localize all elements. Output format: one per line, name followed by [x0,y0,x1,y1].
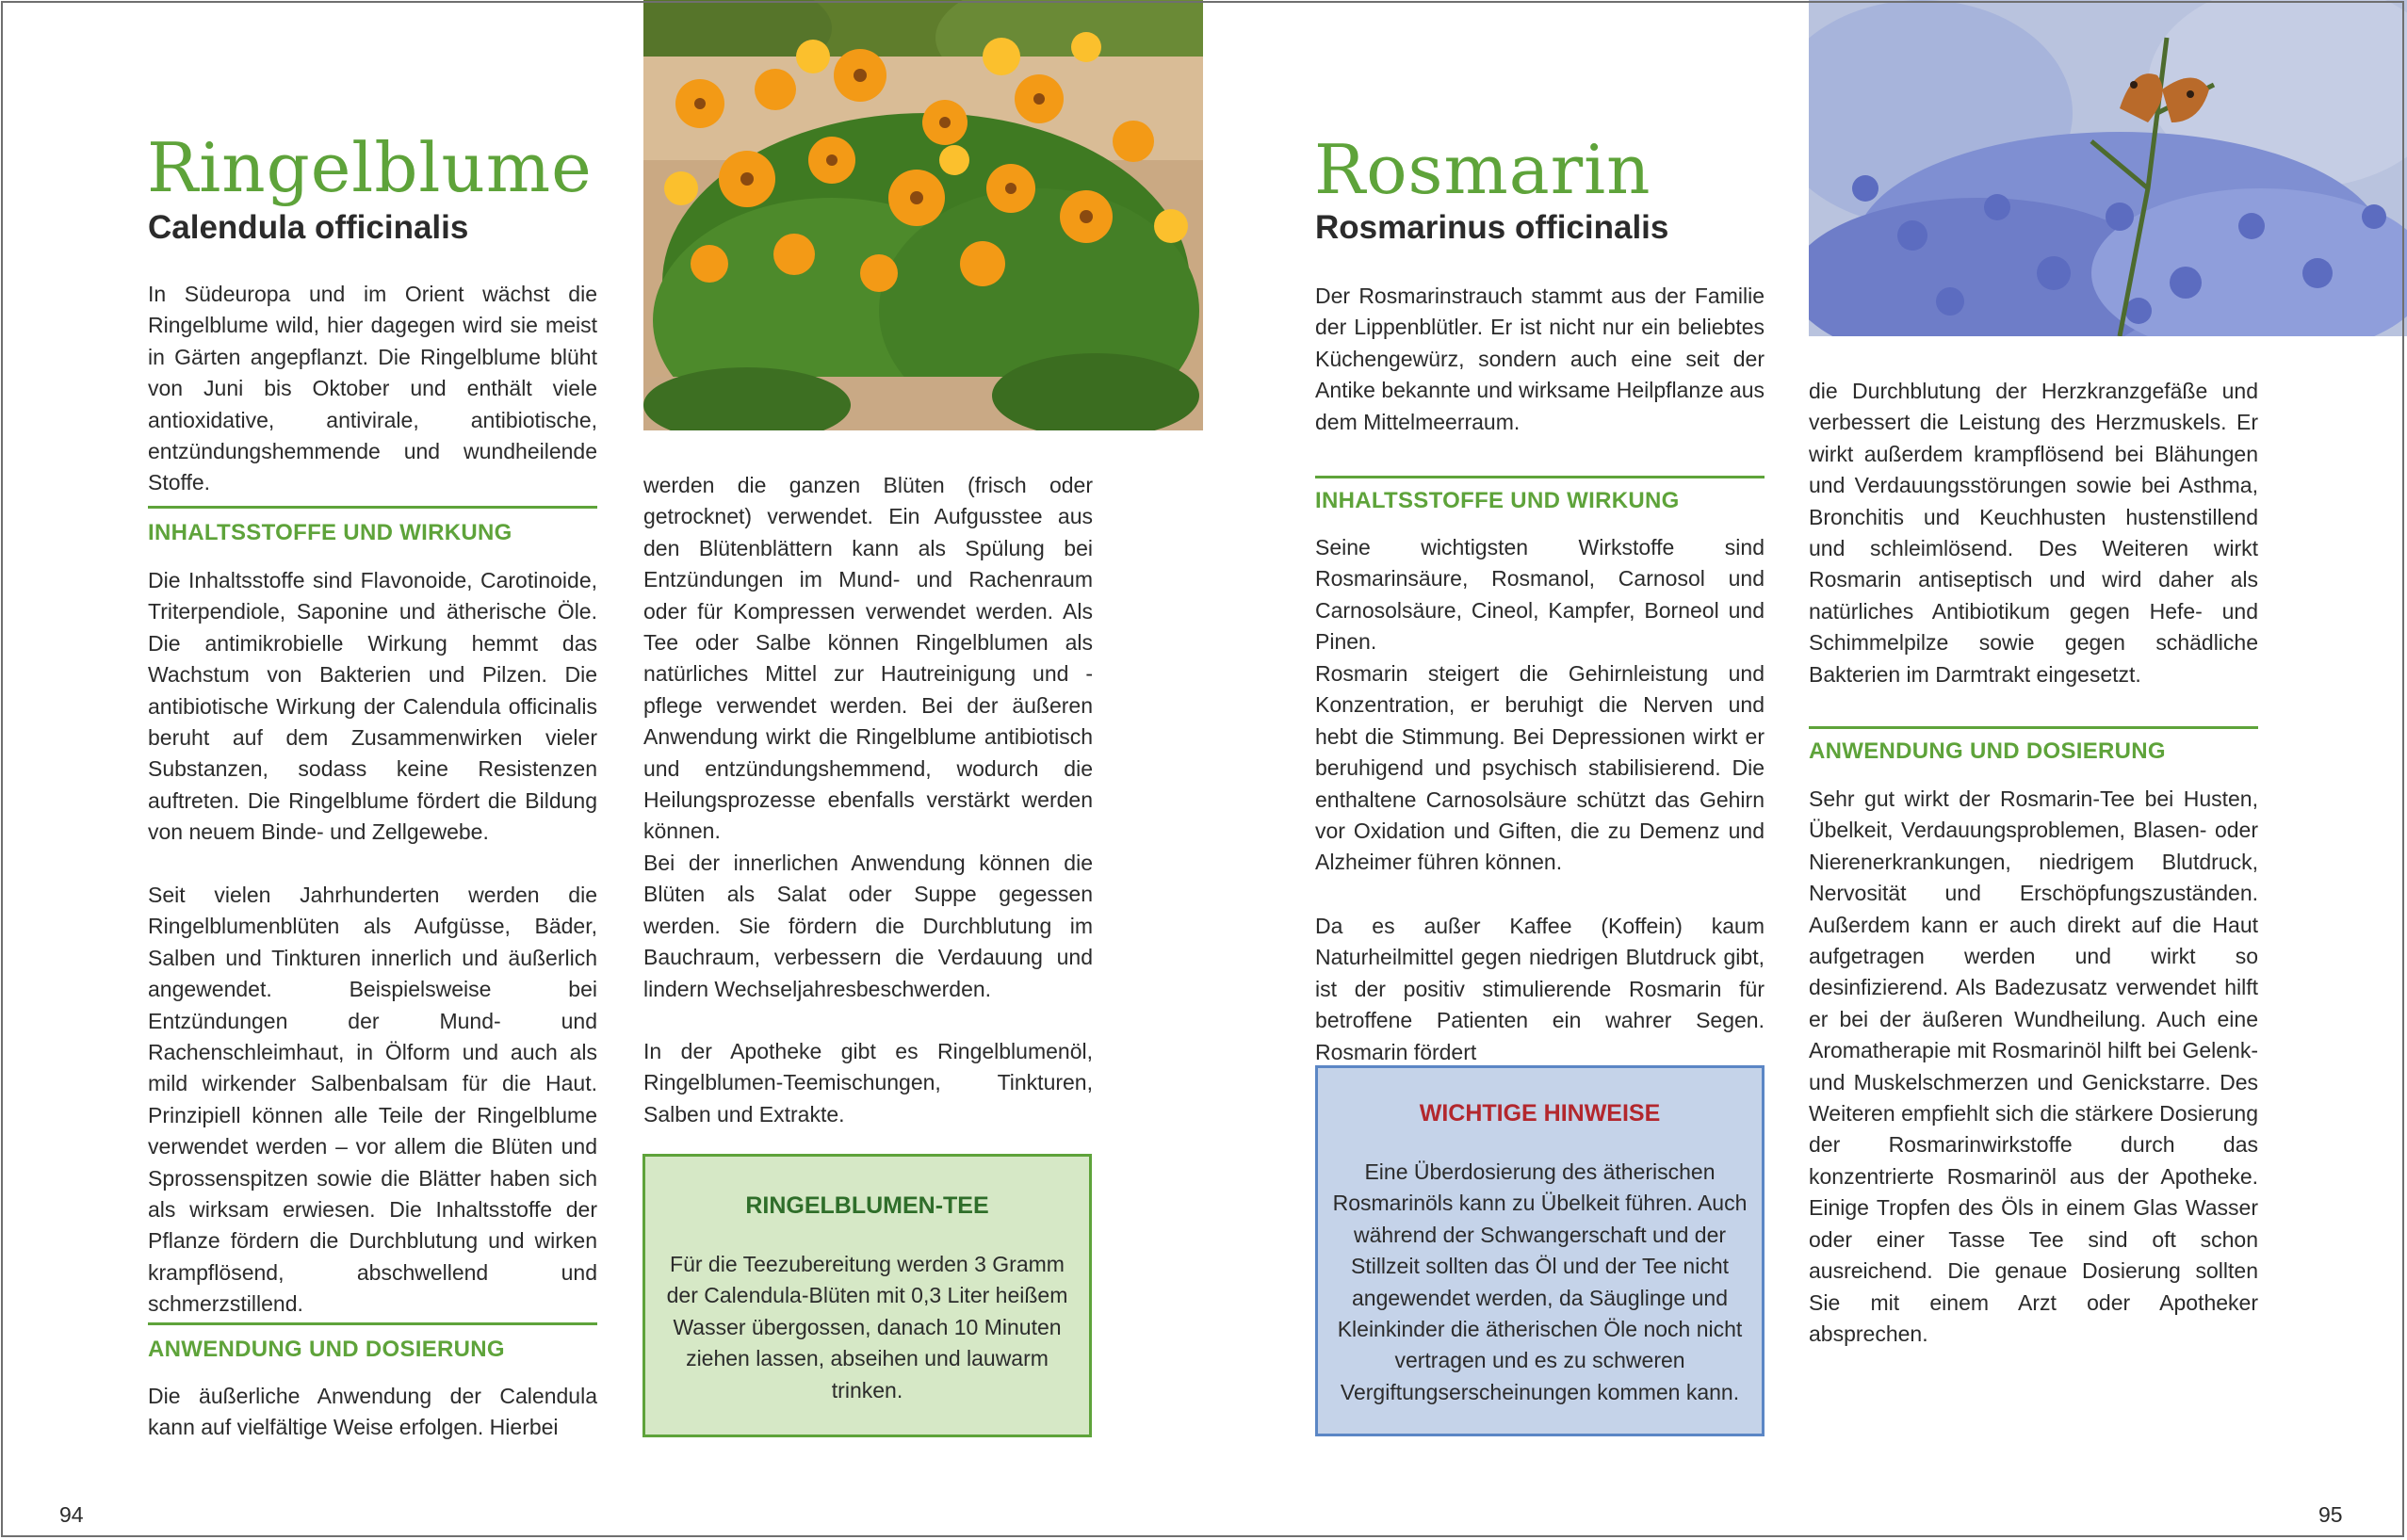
body-paragraph: Seine wichtigsten Wirkstoffe sind Rosmarinsäure, Rosmanol, Carnosol und Carnosolsäure, Cineol, Kampfer, Borneol und Pinen. [1315,535,1765,655]
page-number-right: 95 [2318,1502,2343,1527]
tea-box-text: Für die Teezubereitung werden 3 Gramm der Calendula-Blüten mit 0,3 Liter heißem Wasser übergossen, danach 10 Minuten ziehen lassen, abseihen und lauwarm trinken. [666,1252,1068,1402]
intro-paragraph: Der Rosmarinstrauch stammt aus der Familie der Lippenblütler. Er ist nicht nur ein beliebtes Küchengewürz, sondern auch eine seit der Antike bekannte und wirksame Heilpflanze aus dem Mittelmeerraum. [1315,284,1765,434]
body-paragraph: In der Apotheke gibt es Ringelblumenöl, Ringelblumen-Teemischungen, Tinkturen, Salben und Extrakte. [643,1039,1093,1127]
latin-name-rosmarinus: Rosmarinus officinalis [1315,209,1669,246]
body-paragraph: Die Inhaltsstoffe sind Flavonoide, Carotinoide, Triterpendiole, Saponine und ätherische Öle. Die antimikrobielle Wirkung hemmt das Wachstum von Bakterien und Pilzen. Die antibiotische Wirkung der Calendula officinalis beruht auf dem Zusammenwirken vieler Substanzen, sodass keine Resistenzen auftreten. Die Ringelblume fördert die Bildung von neuem Binde- und Zellgewebe. [148,568,597,845]
section-heading-anwendung: ANWENDUNG UND DOSIERUNG [148,1337,505,1362]
intro-paragraph: In Südeuropa und im Orient wächst die Ringelblume wild, hier dagegen wird sie meist in Gärten angepflanzt. Die Ringelblume blüht von Juni bis Oktober und enthält viele antioxidative, antivirale, antibiotische, entzündungshemmende und wundheilende Stoffe. [148,282,597,495]
page-title-rosmarin: Rosmarin [1314,130,1651,209]
notes-box-title: WICHTIGE HINWEISE [1419,1100,1661,1127]
rosemary-photo [1809,0,2407,336]
body-paragraph: Sehr gut wirkt der Rosmarin-Tee bei Husten, Übelkeit, Verdauungsproblemen, Blasen- oder Nierenerkrankungen, niedrigem Blutdruck, Nervosität und Erschöpfungszuständen. Außerdem kann er auch direkt auf die Haut aufgetragen werden und wirkt so desinfizierend. Als Badezusatz verwendet hilft er bei der äußeren Wundheilung. Auch eine Aromatherapie mit Rosmarinöl hilft bei Gelenk- und Muskelschmerzen und Genickstarre. Des Weiteren empfiehlt sich die stärkere Dosierung der Rosmarinwirkstoffe durch das konzentrierte Rosmarinöl aus der Apotheke. Einige Tropfen des Öls in einem Glas Wasser oder einer Tasse Tee sind oft schon ausreichend. Die genaue Dosierung sollten Sie mit einem Arzt oder Apotheker absprechen. [1809,786,2258,1346]
section-heading-anwendung: ANWENDUNG UND DOSIERUNG [1809,738,2166,764]
latin-name-calendula: Calendula officinalis [148,209,469,246]
section-divider [1809,726,2258,729]
body-paragraph: Seit vielen Jahrhunderten werden die Ringelblumenblüten als Aufgüsse, Bäder, Salben und Tinkturen innerlich und äußerlich angewendet. Beispielsweise bei Entzündungen der Mund- und Rachenschleimhaut, in Ölform und auch als mild wirkender Salbenbalsam für die Haut. Prinzipiell können alle Teile der Ringelblume verwendet werden – vor allem die Blüten und Sprossenspitzen sowie die Blätter haben sich als wirksam erwiesen. Die Inhaltsstoffe der Pflanze fördern die Durchblutung und wirken krampflösend, abschwellend und schmerzstillend. [148,883,597,1317]
body-paragraph: Rosmarin steigert die Gehirnleistung und Konzentration, er beruhigt die Nerven und hebt die Stimmung. Bei Depressionen wirkt er beruhigend und psychisch stabilisierend. Die enthaltene Carnosolsäure schützt das Gehirn vor Oxidation und Giften, die zu Demenz und Alzheimer führen können. [1315,661,1765,875]
body-paragraph: werden die ganzen Blüten (frisch oder getrocknet) verwendet. Ein Aufgusstee aus den Blütenblättern kann als Spülung bei Entzündungen im Mund- und Rachenraum oder für Kompressen verwendet werden. Als Tee oder Salbe können Ringelblumen als natürliches Mittel zur Hautreinigung und -pflege verwendet werden. Bei der äußeren Anwendung wirkt die Ringelblume antibiotisch und entzündungshemmend, wodurch die Heilungsprozesse ebenfalls verstärkt werden können. [643,473,1093,844]
body-paragraph: die Durchblutung der Herzkranzgefäße und verbessert die Leistung des Herzmuskels. Er wirkt außerdem krampflösend bei Blähungen und Verdauungsstörungen sowie bei Asthma, Bronchitis und Keuchhusten hustenstillend und schleimlösend. Des Weiteren wirkt Rosmarin antiseptisch und wird daher als natürliches Antibiotikum gegen Hefe- und Schimmelpilze sowie gegen schädliche Bakterien im Darmtrakt eingesetzt. [1809,379,2258,687]
body-paragraph: Da es außer Kaffee (Koffein) kaum Naturheilmittel gegen niedrigen Blutdruck gibt, ist der positiv stimulierende Rosmarin für betroffene Patienten ein wahrer Segen. Rosmarin fördert [1315,914,1765,1064]
body-paragraph: Die äußerliche Anwendung der Calendula kann auf vielfältige Weise erfolgen. Hierbei [148,1384,597,1440]
section-heading-inhaltsstoffe: INHALTSSTOFFE UND WIRKUNG [1315,488,1680,513]
tea-info-box [642,1154,1092,1437]
page-title-ringelblume: Ringelblume [147,128,593,207]
notes-box-text: Eine Überdosierung des ätherischen Rosmarinöls kann zu Übelkeit führen. Auch während der Schwangerschaft und der Stillzeit sollten das Öl und der Tee nicht angewendet werden, da Säuglinge und Kleinkinder die ätherischen Öle noch nicht vertragen und es zu schweren Vergiftungserscheinungen kommen kann. [1332,1159,1748,1404]
body-paragraph: Bei der innerlichen Anwendung können die Blüten als Salat oder Suppe gegessen werden. Sie fördern die Durchblutung im Bauchraum, verbessern die Verdauung und lindern Wechseljahresbeschwerden. [643,851,1093,1001]
calendula-photo [643,0,1203,430]
important-notes-box [1315,1065,1765,1436]
section-divider [148,1322,597,1325]
calendula-flowers-image [643,0,1203,430]
rosemary-butterfly-image [1809,0,2407,336]
section-divider [1315,476,1765,478]
page-number-left: 94 [59,1502,84,1527]
section-heading-inhaltsstoffe: INHALTSSTOFFE UND WIRKUNG [148,520,512,545]
section-divider [148,506,597,509]
tea-box-title: RINGELBLUMEN-TEE [745,1192,989,1219]
